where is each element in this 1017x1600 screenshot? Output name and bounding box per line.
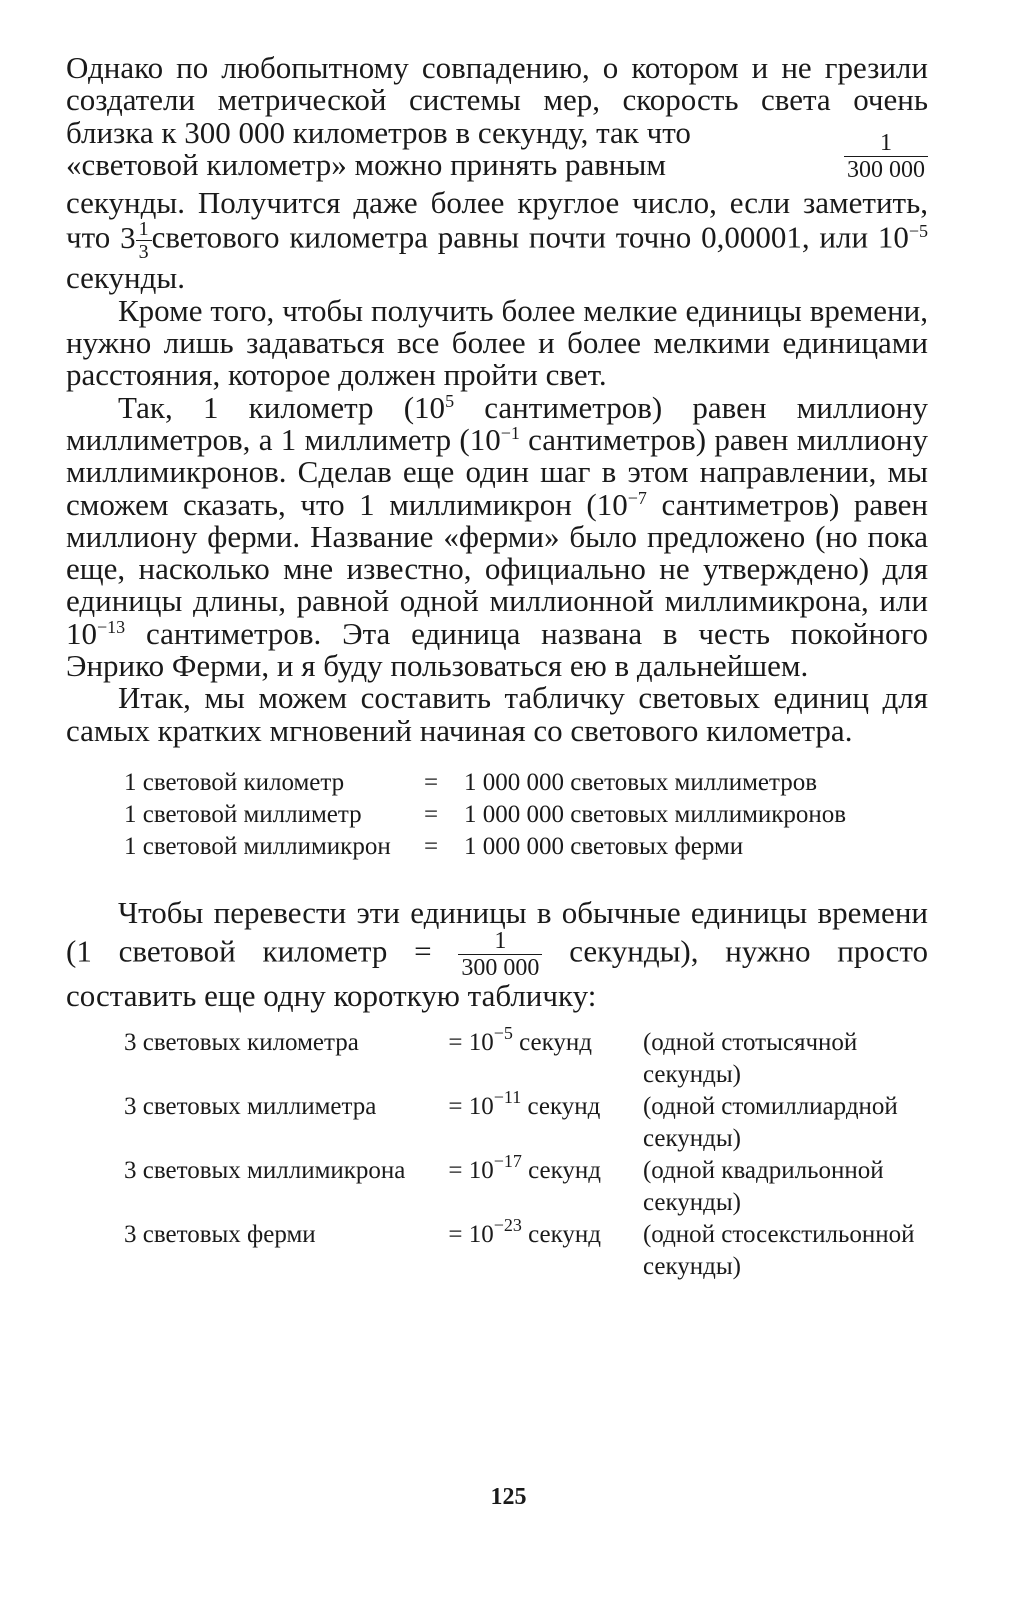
table-cell-value <box>448 1086 643 1155</box>
paragraph-3-a: Так, 1 километр (10 <box>118 389 446 425</box>
paragraph-3 <box>66 389 929 684</box>
fraction-numerator: 1 <box>494 928 507 955</box>
value-unit: секунд <box>521 1156 602 1184</box>
value-base: = 10 <box>448 1156 494 1184</box>
exponent: 5 <box>445 390 455 411</box>
fraction-numerator: 1 <box>880 129 892 156</box>
fraction-1-300000 <box>844 131 928 182</box>
paragraph-1-part2: секунды. Получится даже более круглое число, если заметить, что <box>66 185 928 256</box>
table-cell-note: (одной стотысячной секунды) <box>642 1028 858 1088</box>
table-row <box>124 831 928 863</box>
value-base: = 10 <box>448 1028 494 1056</box>
paragraph-4: Итак, мы можем составить табличку световых единиц для самых кратких мгновений начиная со светового километра. <box>66 680 928 748</box>
paragraph-3-b: сантиметров) равен миллиону миллиметров, а 1 миллиметр (10 <box>66 389 929 457</box>
table-cell-value <box>448 1150 643 1219</box>
time-units-table <box>124 1022 928 1283</box>
table-cell-value <box>448 1022 643 1091</box>
paragraph-1-fraction-line <box>66 129 928 183</box>
exponent: −5 <box>908 221 929 242</box>
value-base: = 10 <box>448 1220 494 1248</box>
table-cell-equals: = <box>424 832 439 860</box>
table-cell-left: 1 световой миллиметр <box>124 800 362 828</box>
value-unit: секунд <box>521 1220 602 1248</box>
paragraph-5-b: секунды), нужно просто составить еще одну короткую табличку: <box>66 933 929 1014</box>
table-cell-note: (одной стомиллиардной секунды) <box>642 1092 898 1152</box>
paragraph-1-part3: светового километра равны почти точно 0,00001, или 10 <box>151 220 909 256</box>
table-cell-note: (одной стосекстильонной секунды) <box>642 1220 915 1280</box>
value-base: = 10 <box>448 1092 494 1120</box>
table-cell-left: 3 световых миллиметра <box>124 1092 377 1120</box>
table-cell-equals: = <box>424 768 439 796</box>
table-cell-right: 1 000 000 световых ферми <box>464 832 744 860</box>
value-unit: секунд <box>521 1092 601 1120</box>
table-cell-equals: = <box>424 800 439 828</box>
paragraph-5-a: Чтобы перевести эти единицы в обычные единицы времени (1 световой километр = <box>66 894 928 969</box>
table-cell-left: 3 световых километра <box>124 1028 359 1056</box>
exponent: −7 <box>627 487 647 508</box>
exponent: −1 <box>500 423 520 444</box>
table-cell-left: 3 световых ферми <box>124 1220 316 1248</box>
paragraph-2: Кроме того, чтобы получить более мелкие единицы времени, нужно лишь задаваться все более и более мелкими единицами расстояния, которое должен пройти свет. <box>66 292 928 393</box>
fraction-denominator: 3 <box>136 240 152 262</box>
paragraph-3-c: сантиметров) равен миллиону миллимикронов. Сделав еще один шаг в этом направлении, мы сможем сказать, что 1 миллимикрон (10 <box>66 421 929 522</box>
table-cell-value <box>448 1214 643 1283</box>
table-cell-left: 1 световой километр <box>124 768 345 796</box>
table-cell-right: 1 000 000 световых миллиметров <box>464 768 818 796</box>
exponent: −13 <box>97 616 126 637</box>
fraction-denominator: 300 000 <box>844 156 928 182</box>
value-unit: секунд <box>512 1028 593 1056</box>
exponent: −23 <box>493 1214 522 1235</box>
table-row <box>124 1150 928 1219</box>
table-cell-note: (одной квадрильонной секунды) <box>642 1156 884 1216</box>
mixed-number-3-1-3 <box>120 218 152 264</box>
paragraph-1-part1: Однако по любопытному совпадению, о котором и не грезили создатели метрической системы мер, скорость света очень близка к 300 000 километров в секунду, так что <box>66 50 928 150</box>
spacer <box>66 863 928 897</box>
table-cell-left: 1 световой миллимикрон <box>124 832 391 860</box>
page-number: 125 <box>490 1484 527 1510</box>
fraction-1-3 <box>136 219 152 262</box>
fraction-numerator: 1 <box>138 218 149 241</box>
light-units-table <box>124 767 928 863</box>
exponent: −11 <box>493 1086 522 1107</box>
table-cell-left: 3 световых миллимикрона <box>124 1156 406 1184</box>
paragraph-1 <box>66 52 928 149</box>
table-row <box>124 767 928 799</box>
paragraph-1-continued <box>66 187 928 295</box>
page-body <box>66 52 928 1283</box>
fraction-1-300000 <box>458 929 542 980</box>
table-row <box>124 1022 928 1091</box>
table-row <box>124 1086 928 1155</box>
mixed-whole: 3 <box>120 220 136 256</box>
exponent: −5 <box>493 1022 513 1043</box>
exponent: −17 <box>493 1150 522 1171</box>
fraction-denominator: 300 000 <box>458 954 542 980</box>
table-row <box>124 799 928 831</box>
table-row <box>124 1214 928 1283</box>
paragraph-1-part3-end: секунды. <box>66 260 185 296</box>
paragraph-3-e: сантиметров. Эта единица названа в честь покойного Энрико Ферми, и я буду пользоваться ею в дальнейшем. <box>66 615 928 684</box>
paragraph-3-d: сантиметров) равен миллиону ферми. Название «ферми» было предложено (но пока еще, насколько мне известно, официально не утверждено) для единицы длины, равной одной миллионной миллимикрона, или 10 <box>66 486 928 651</box>
paragraph-5 <box>66 894 929 1014</box>
table-cell-right: 1 000 000 световых миллимикронов <box>464 800 847 828</box>
paragraph-1-line4: «световой километр» можно принять равным <box>66 146 666 182</box>
